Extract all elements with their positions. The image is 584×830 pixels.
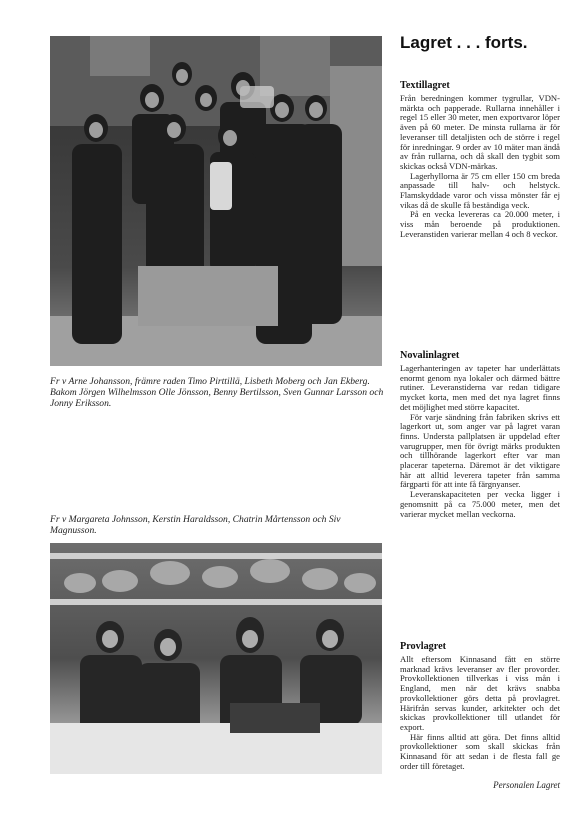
section-novalinlagret [400, 350, 560, 519]
paragraph: För varje sändning från fabriken skrivs ett lagerkort ut, som anger var på lagret varan finns. Understa pallplatsen är uppdelad efter varugrupper, men för övrigt märks produkten och tillhörande lagerkort efter var man placerar tapeterna. Däremot är det viktigare här att alltid leverera tapeter från samma färgparti för att inte få färgnyanser. [400, 411, 560, 490]
staff-group-photo [50, 36, 382, 366]
paragraph: Leveranskapaciteten per vecka ligger i genomsnitt på ca 75.000 meter, men det varierar mycket mellan veckorna. [400, 489, 560, 519]
photo-caption-1: Fr v Arne Johansson, främre raden Timo Pirttillä, Lisbeth Moberg och Jan Ekberg. Bakom Jörgen Wilhelmsson Olle Jönsson, Benny Bertilsson, Sven Gunnar Larsson och Jonny Eriksson. [50, 376, 384, 409]
paragraph: Allt eftersom Kinnasand fått en större marknad krävs leveranser av fler provorder. Provkollektionen tillverkas i viss mån i England, men när det krävs snabba provkollektioner görs detta på provlagret. Härifrån servas kunder, arkitekter och det skickas provkollektioner till utlandet för export. [400, 654, 560, 732]
author-signature: Personalen Lagret [493, 780, 560, 790]
section-heading: Novalinlagret [400, 350, 460, 361]
paragraph: Lagerhyllorna är 75 cm eller 150 cm breda anpassade till halv- och helstyck. Flamskyddade varor och vissa mönster får ej vikas då de skulle få beständiga veck. [400, 170, 560, 210]
section-provlagret [400, 641, 560, 771]
paragraph: Lagerhanteringen av tapeter har underlättats enormt genom nya lokaler och därmed bättre rutiner. Leveranstiderna var redan tidigare mycket korta, men med det nya lagret finns det möjlighet med större kapacitet. [400, 363, 560, 412]
provlager-staff-photo [50, 543, 382, 774]
paragraph: Här finns alltid att göra. Det finns alltid provkollektioner som skall skickas från Kinnasand för att sedan i de flesta fall ge order till företaget. [400, 731, 560, 771]
paragraph: På en vecka levereras ca 20.000 meter, i viss mån beroende på produktionen. Leveranstiden varierar mellan 4 och 8 veckor. [400, 209, 560, 239]
page-title: Lagret . . . forts. [400, 33, 528, 52]
section-heading: Provlagret [400, 641, 447, 652]
paragraph: Från beredningen kommer tygrullar, VDN-märkta och papperade. Rullarna innehåller i regel 15 eller 30 meter, men exportvaror löper även på 60 meter. De minsta rullarna är för leveranser till detaljisten och de större i regel för inredningar. 9 order av 10 mäter man ändå av från rullarna, och då skall den tygbit som skickas också VDN-märkas. [400, 93, 560, 171]
section-heading: Textillagret [400, 80, 450, 91]
photo-caption-2: Fr v Margareta Johnsson, Kerstin Haraldsson, Chatrin Mårtensson och Siv Magnusson. [50, 514, 341, 536]
section-textillagret [400, 80, 560, 240]
